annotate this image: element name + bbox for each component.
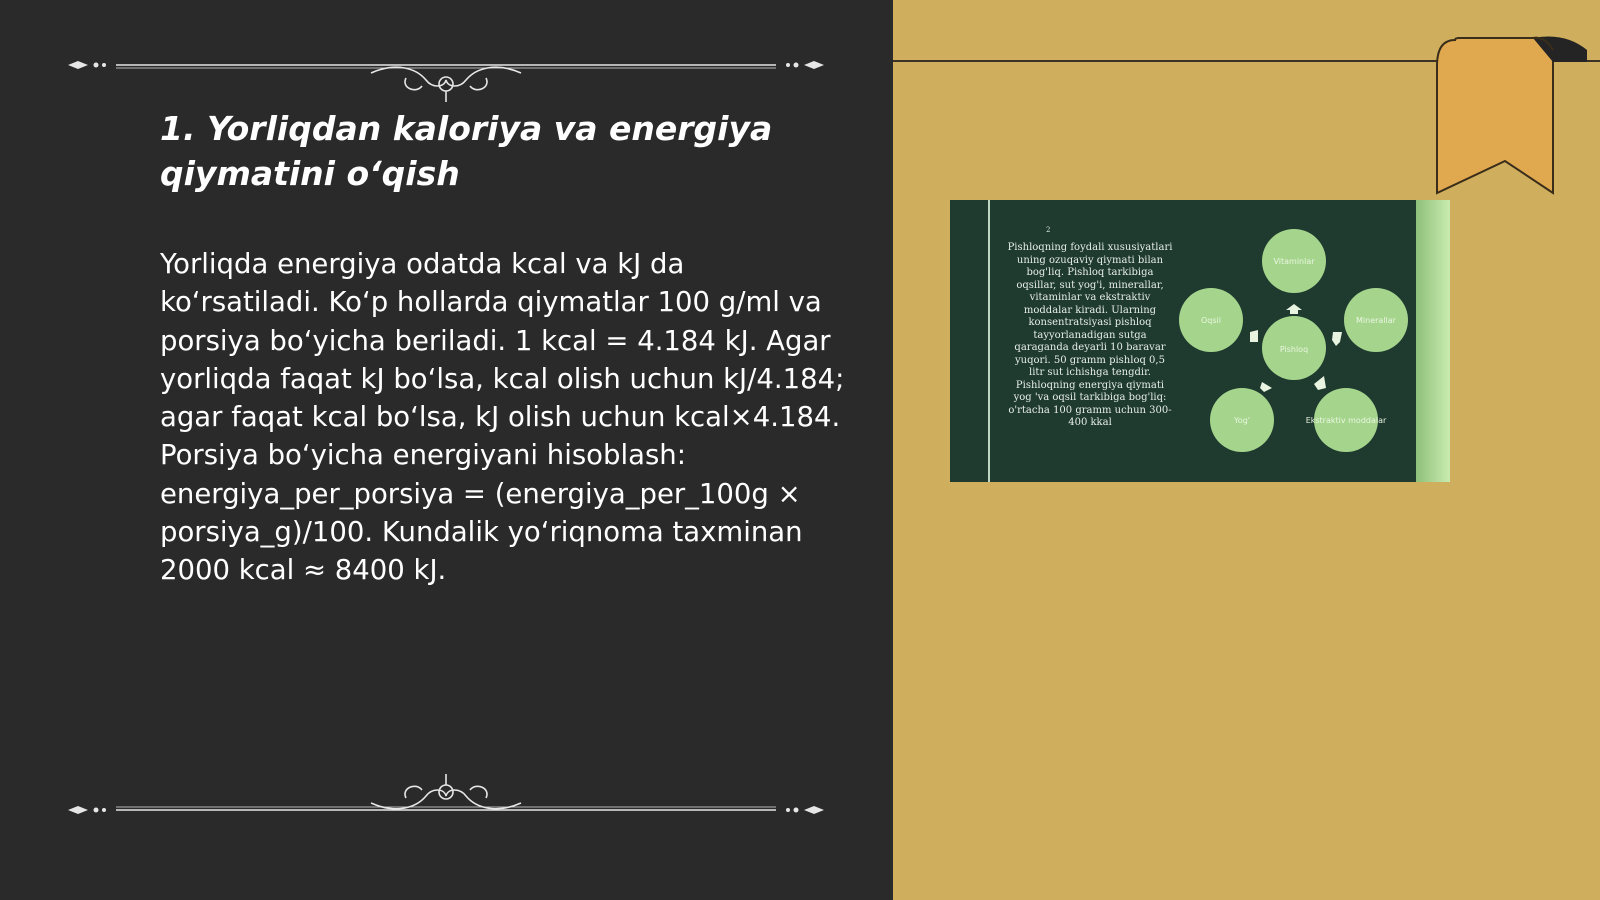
diagram-center-label: Pishloq xyxy=(1279,345,1309,354)
thumbnail-cycle-diagram xyxy=(1176,224,1416,460)
slide-thumbnail-image xyxy=(950,200,1450,482)
top-ornament-divider xyxy=(66,44,826,104)
diagram-label-bottom-left: Yog' xyxy=(1234,416,1250,425)
thumbnail-right-gradient xyxy=(1416,200,1450,482)
diagram-label-bottom-right: Ekstraktiv moddalar xyxy=(1305,416,1387,425)
thumbnail-paragraph: Pishloqning foydali xususiyatlari uning ozuqaviy qiymati bilan bog'liq. Pishloq tarkibiga oqsillar, sut yog'i, minerallar, vitaminlar va ekstraktiv moddalar kiradi. Ularning konsentratsiyasi pishloq tayyorlanadigan sutga qaraganda deyarli 10 baravar yuqori. 50 gramm pishloq 0,5 litr sut ichishga tengdir. Pishloqning energiya qiymati yog 'va oqsil tarkibiga bog'liq: o'rtacha 100 gramm uchun 300-400 kkal xyxy=(1007,242,1173,428)
thumbnail-page-mark: 2 xyxy=(1046,226,1051,234)
bottom-ornament-divider xyxy=(66,772,826,832)
diagram-label-right: Minerallar xyxy=(1356,316,1396,325)
diagram-label-top: Vitaminlar xyxy=(1273,257,1315,266)
slide-title: 1. Yorliqdan kaloriya va energiya qiymatini o‘qish xyxy=(160,109,773,193)
diagram-label-left: Oqsil xyxy=(1201,316,1221,325)
bookmark-ribbon-icon xyxy=(1435,36,1595,198)
slide-body-text: Yorliqda energiya odatda kcal va kJ da ko‘rsatiladi. Ko‘p hollarda qiymatlar 100 g/ml va porsiya bo‘yicha beriladi. 1 kcal = 4.184 kJ. Agar yorliqda faqat kJ bo‘lsa, kcal olish uchun kJ/4.184; agar faqat kcal bo‘lsa, kJ olish uchun kcal×4.184. Porsiya bo‘yicha energiyani hisoblash: energiya_per_porsiya = (energiya_per_100g × porsiya_g)/100. Kundalik yo‘riqnoma taxminan 2000 kcal ≈ 8400 kJ. xyxy=(160,248,845,587)
thumbnail-left-rule xyxy=(988,200,990,482)
